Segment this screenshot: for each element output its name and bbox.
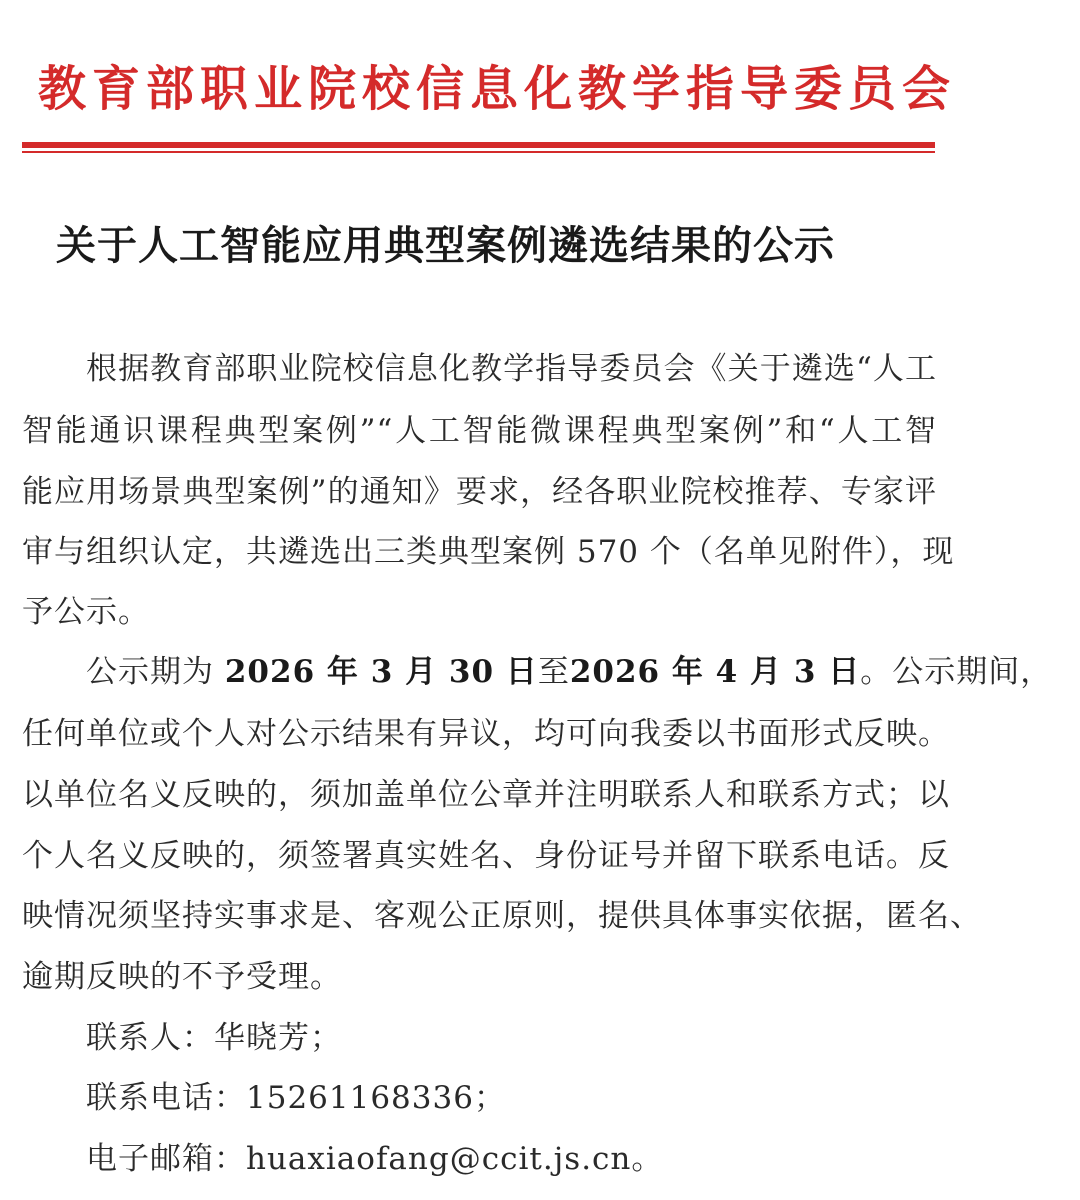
letterhead-rule-thin [22, 151, 935, 153]
notice-period-end: 2026 年 4 月 3 日 [569, 654, 861, 690]
paragraph-2-line: 映情况须坚持实事求是、客观公正原则，提供具体事实依据，匿名、 [22, 898, 982, 934]
notice-period-label: 公示期为 [86, 654, 225, 690]
notice-period-start: 2026 年 3 月 30 日 [224, 654, 538, 690]
paragraph-2-line: 任何单位或个人对公示结果有异议，均可向我委以书面形式反映。 [22, 716, 950, 752]
paragraph-1-line: 能应用场景典型案例”的通知》要求，经各职业院校推荐、专家评 [22, 474, 937, 510]
contact-email: 电子邮箱：huaxiaofang@ccit.js.cn。 [86, 1141, 664, 1177]
paragraph-1-line: 智能通识课程典型案例”“人工智能微课程典型案例”和“人工智 [22, 413, 937, 449]
paragraph-2-line: 个人名义反映的，须签署真实姓名、身份证号并留下联系电话。反 [22, 838, 950, 874]
paragraph-2-line: 以单位名义反映的，须加盖单位公章并注明联系人和联系方式；以 [22, 777, 950, 813]
org-letterhead: 教育部职业院校信息化教学指导委员会 [38, 61, 957, 117]
paragraph-2-line [86, 650, 1053, 694]
paragraph-1-line: 审与组织认定，共遴选出三类典型案例 570 个（名单见附件），现 [22, 534, 955, 570]
contact-phone: 联系电话：15261168336； [86, 1080, 506, 1116]
paragraph-1-line: 予公示。 [22, 594, 150, 630]
notice-period-tail: 。公示期间， [860, 654, 1053, 690]
document-title: 关于人工智能应用典型案例遴选结果的公示 [56, 222, 835, 269]
notice-period-to: 至 [537, 654, 570, 690]
paragraph-2-line: 逾期反映的不予受理。 [22, 959, 342, 995]
paragraph-1-line: 根据教育部职业院校信息化教学指导委员会《关于遴选“人工 [86, 351, 937, 387]
contact-person: 联系人：华晓芳； [86, 1020, 342, 1056]
letterhead-rule-thick [22, 142, 935, 148]
